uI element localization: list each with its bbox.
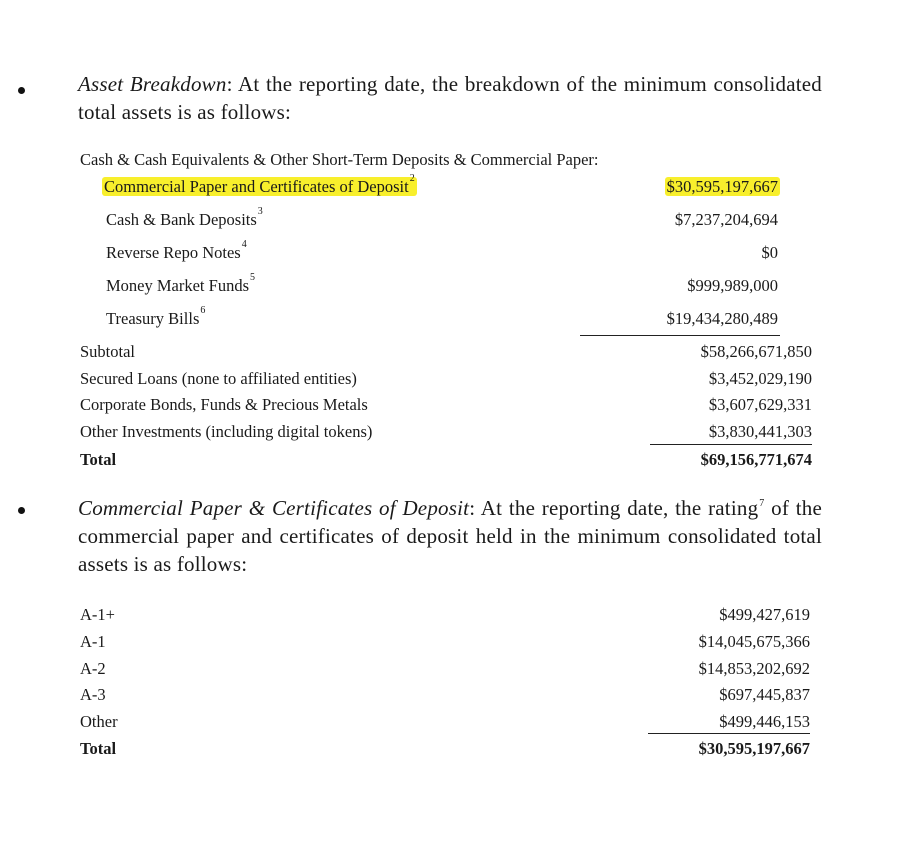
- commercial-paper-text-a: : At the reporting date, the rating: [469, 496, 759, 520]
- row-label: Reverse Repo Notes: [106, 243, 241, 262]
- row-label: A-2: [80, 659, 106, 678]
- row-label: Subtotal: [80, 342, 136, 361]
- asset-breakdown-text: : At the reporting date, the breakdown of the minimum consolidated total assets is as follows:: [78, 72, 822, 124]
- row-value: $499,446,153: [719, 712, 810, 731]
- row-label: Other Investments (including digital tokens): [80, 422, 373, 441]
- row-value: $19,434,280,489: [666, 309, 778, 328]
- asset-breakdown-lead: Asset Breakdown: [78, 72, 227, 96]
- row-label: Treasury Bills: [106, 309, 200, 328]
- row-label: Commercial Paper and Certificates of Deposit: [104, 177, 409, 196]
- highlighted-label: [102, 173, 417, 196]
- row-value: $58,266,671,850: [700, 342, 812, 361]
- row-value: $3,830,441,303: [708, 422, 812, 441]
- footnote-marker: 7: [759, 498, 765, 509]
- row-label: A-1+: [80, 605, 115, 624]
- table1-sub-rule: [580, 335, 780, 336]
- footnote-marker: 2: [409, 173, 415, 184]
- table1-header: [80, 150, 599, 170]
- asset-breakdown-paragraph: [78, 70, 822, 126]
- footnote-marker: 6: [200, 305, 206, 316]
- commercial-paper-lead: Commercial Paper & Certificates of Deposit: [78, 496, 470, 520]
- row-value: $999,989,000: [687, 276, 778, 295]
- total-value: $30,595,197,667: [698, 739, 810, 758]
- table2-total-rule: [648, 733, 810, 734]
- row-label: Money Market Funds: [106, 276, 249, 295]
- total-value: $69,156,771,674: [700, 450, 812, 469]
- bullet-1: [18, 87, 25, 94]
- row-label: Secured Loans (none to affiliated entities): [80, 369, 357, 388]
- row-label: Corporate Bonds, Funds & Precious Metals: [80, 395, 368, 414]
- footnote-marker: 3: [257, 206, 263, 217]
- table1-total-rule: [650, 444, 812, 445]
- row-label: A-1: [80, 632, 106, 651]
- row-value: $14,853,202,692: [698, 659, 810, 678]
- row-value: $14,045,675,366: [698, 632, 810, 651]
- row-value: $3,452,029,190: [708, 369, 812, 388]
- highlighted-value: $30,595,197,667: [666, 177, 778, 196]
- row-label: Other: [80, 712, 118, 731]
- commercial-paper-text-b: of the commercial paper and certificates of deposit held in the minimum consolidated total assets is as follows:: [78, 496, 823, 576]
- row-value: $0: [761, 243, 778, 262]
- total-label: Total: [80, 739, 117, 758]
- total-label: Total: [80, 450, 117, 469]
- footnote-marker: 5: [250, 272, 255, 283]
- row-value: $7,237,204,694: [674, 210, 778, 229]
- bullet-2: [18, 507, 25, 514]
- table1-header-label: Cash & Cash Equivalents & Other Short-Term Deposits & Commercial Paper:: [80, 150, 599, 169]
- commercial-paper-paragraph: [78, 494, 822, 578]
- row-label: A-3: [80, 685, 106, 704]
- row-label: Cash & Bank Deposits: [106, 210, 257, 229]
- row-value: $3,607,629,331: [708, 395, 812, 414]
- footnote-marker: 4: [241, 239, 247, 250]
- row-value: $697,445,837: [719, 685, 810, 704]
- row-value: $499,427,619: [719, 605, 810, 624]
